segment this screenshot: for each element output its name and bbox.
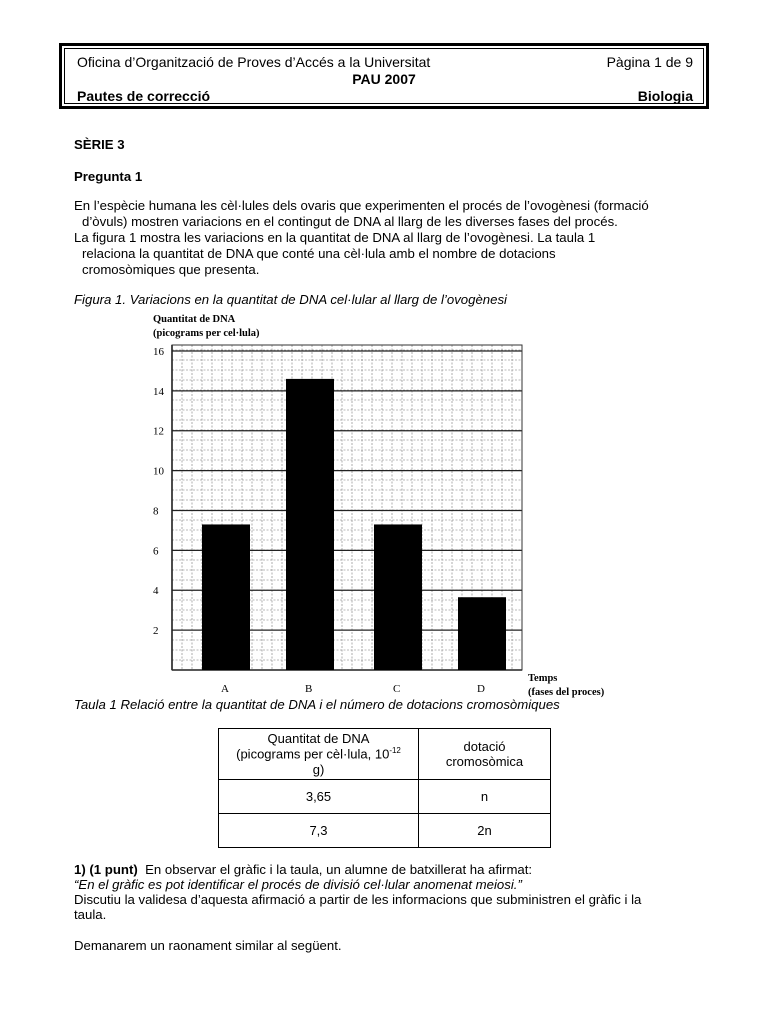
bar-A (202, 524, 250, 670)
chart-x-ticks (221, 683, 485, 695)
question-title: Pregunta 1 (74, 169, 143, 184)
chart-y-ticks (153, 346, 165, 637)
figure-caption: Figura 1. Variacions en la quantitat de DNA cel·lular al llarg de l’ovogènesi (74, 292, 507, 307)
x-tick-label: C (393, 683, 401, 695)
y-tick-label: 10 (153, 465, 164, 478)
y-axis-label-units: (picograms per cel·lula) (153, 328, 260, 339)
header-dna: Quantitat de DNA (picograms per cèl·lula, $10^{-12}$ g) (219, 729, 419, 780)
intro-line: En l’espècie humana les cèl·lules dels ovaris que experimenten el procés de l’ovogènesi (formació (74, 198, 649, 213)
series-label: SÈRIE 3 (74, 137, 125, 152)
doc-type: Pautes de correcció (77, 88, 211, 104)
q1-label: 1) (1 punt) (74, 862, 138, 877)
y-tick-label: 14 (153, 385, 164, 398)
office-name: Oficina d’Organització de Proves d’Accés a la Universitat (77, 54, 431, 70)
q1-prompt (74, 862, 532, 877)
intro-line: d’òvuls) mostren variacions en el contingut de DNA al llarg de les diverses fases del procés. (82, 214, 618, 229)
y-tick-label: 4 (153, 585, 159, 598)
bar-D (458, 597, 506, 670)
x-axis-label-units: (fases del proces) (528, 687, 605, 698)
x-tick-label: B (305, 683, 313, 695)
table-row (219, 780, 551, 814)
cell-ploidy: 2n (419, 814, 551, 848)
intro-line: relaciona la quantitat de DNA que conté una cèl·lula amb el nombre de dotacions (82, 246, 556, 261)
cell-dna: 7,3 (219, 814, 419, 848)
y-tick-label: 12 (153, 425, 164, 438)
q1-discuss: taula. (74, 907, 107, 922)
y-tick-label: 8 (153, 505, 159, 518)
dna-ploidy-table (218, 728, 551, 848)
q1-closing: Demanarem un raonament similar al següent. (74, 938, 342, 953)
y-axis-label: Quantitat de DNA (153, 314, 236, 325)
cell-ploidy: n (419, 780, 551, 814)
x-tick-label: D (477, 683, 485, 695)
y-tick-label: 6 (153, 545, 159, 558)
y-tick-label: 16 (153, 345, 164, 358)
subject: Biologia (637, 88, 693, 104)
bar-B (286, 379, 334, 670)
chart-bars (202, 379, 506, 670)
exam-title: PAU 2007 (352, 71, 416, 87)
table-header-row (219, 729, 551, 780)
bar-C (374, 524, 422, 670)
table-caption: Taula 1 Relació entre la quantitat de DNA i el número de dotacions cromosòmiques (74, 697, 560, 712)
intro-line: cromosòmiques que presenta. (82, 262, 260, 277)
q1-text: En observar el gràfic i la taula, un alumne de batxillerat ha afirmat: (145, 862, 533, 877)
x-tick-label: A (221, 683, 229, 695)
q1-discuss: Discutiu la validesa d’aquesta afirmació a partir de les informacions que subministren el gràfic i la (74, 892, 642, 907)
table-row (219, 814, 551, 848)
cell-dna: 3,65 (219, 780, 419, 814)
intro-line: La figura 1 mostra les variacions en la quantitat de DNA al llarg de l’ovogènesi. La taula 1 (74, 230, 596, 245)
y-tick-label: 2 (153, 625, 159, 638)
header-ploidy: dotació cromosòmica (419, 729, 551, 780)
q1-quote: “En el gràfic es pot identificar el procés de divisió cel·lular anomenat meiosi.” (74, 877, 522, 892)
page-number: Pàgina 1 de 9 (606, 54, 693, 70)
x-axis-label: Temps (528, 673, 558, 684)
